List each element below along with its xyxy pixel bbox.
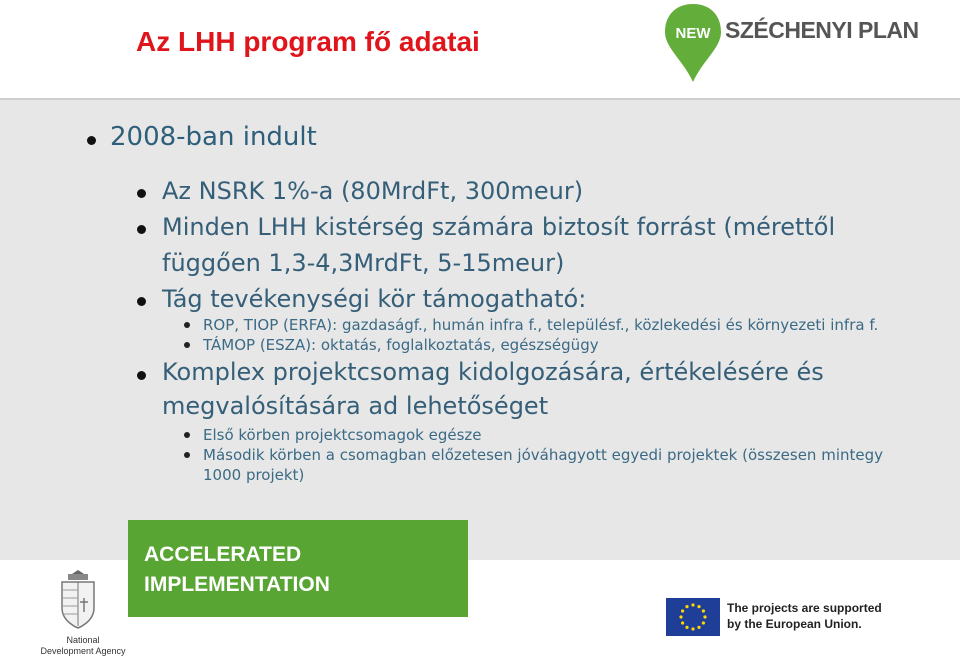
bullet-activities: Tág tevékenységi kör támogatható: <box>162 285 587 313</box>
eu-line1: The projects are supported <box>727 601 882 615</box>
bullet-rop: ROP, TIOP (ERFA): gazdaságf., humán infra f., településf., közlekedési és környezeti infra f. <box>203 316 879 334</box>
accelerated-line2: IMPLEMENTATION <box>144 573 330 596</box>
new-badge-icon <box>663 2 723 84</box>
bullet-icon <box>184 322 190 328</box>
bullet-icon <box>184 342 190 348</box>
bullet-icon <box>184 452 190 458</box>
bullet-complex-line1: Komplex projektcsomag kidolgozására, értékelésére és <box>162 358 824 386</box>
nda-line2: Development Agency <box>40 646 126 656</box>
bullet-first-round: Első körben projektcsomagok egésze <box>203 426 482 444</box>
coat-of-arms-icon <box>32 568 132 634</box>
national-development-agency-logo <box>32 568 132 660</box>
szechenyi-plan-logo <box>663 2 923 84</box>
bullet-nsrk: Az NSRK 1%-a (80MrdFt, 300meur) <box>162 177 584 205</box>
bullet-icon <box>87 136 96 145</box>
bullet-icon <box>137 225 146 234</box>
szechenyi-plan-text: SZÉCHENYI PLAN <box>725 17 919 43</box>
bullet-level1: 2008-ban indult <box>110 122 317 152</box>
nda-line1: National <box>66 635 100 645</box>
bullet-icon <box>137 297 146 306</box>
eu-support-logo <box>666 596 956 640</box>
bullet-icon <box>184 432 190 438</box>
bullet-icon <box>137 371 146 380</box>
new-badge-text: NEW <box>675 25 711 42</box>
bullet-second-round-line2: 1000 projekt) <box>203 466 305 484</box>
eu-line2: by the European Union. <box>727 617 862 631</box>
bullet-lhh-line2: függően 1,3-4,3MrdFt, 5-15meur) <box>162 249 565 277</box>
accelerated-implementation-box <box>128 520 468 617</box>
bullet-complex-line2: megvalósítására ad lehetőséget <box>162 392 549 420</box>
bullet-icon <box>137 189 146 198</box>
bullet-lhh-line1: Minden LHH kistérség számára biztosít forrást (mérettől <box>162 213 836 241</box>
slide-title: Az LHH program fő adatai <box>136 26 480 57</box>
accelerated-line1: ACCELERATED <box>144 543 302 566</box>
eu-flag-icon <box>666 598 720 636</box>
bullet-tamop: TÁMOP (ESZA): oktatás, foglalkoztatás, egészségügy <box>203 336 599 354</box>
bullet-second-round-line1: Második körben a csomagban előzetesen jóváhagyott egyedi projektek (összesen mintegy <box>203 446 883 464</box>
